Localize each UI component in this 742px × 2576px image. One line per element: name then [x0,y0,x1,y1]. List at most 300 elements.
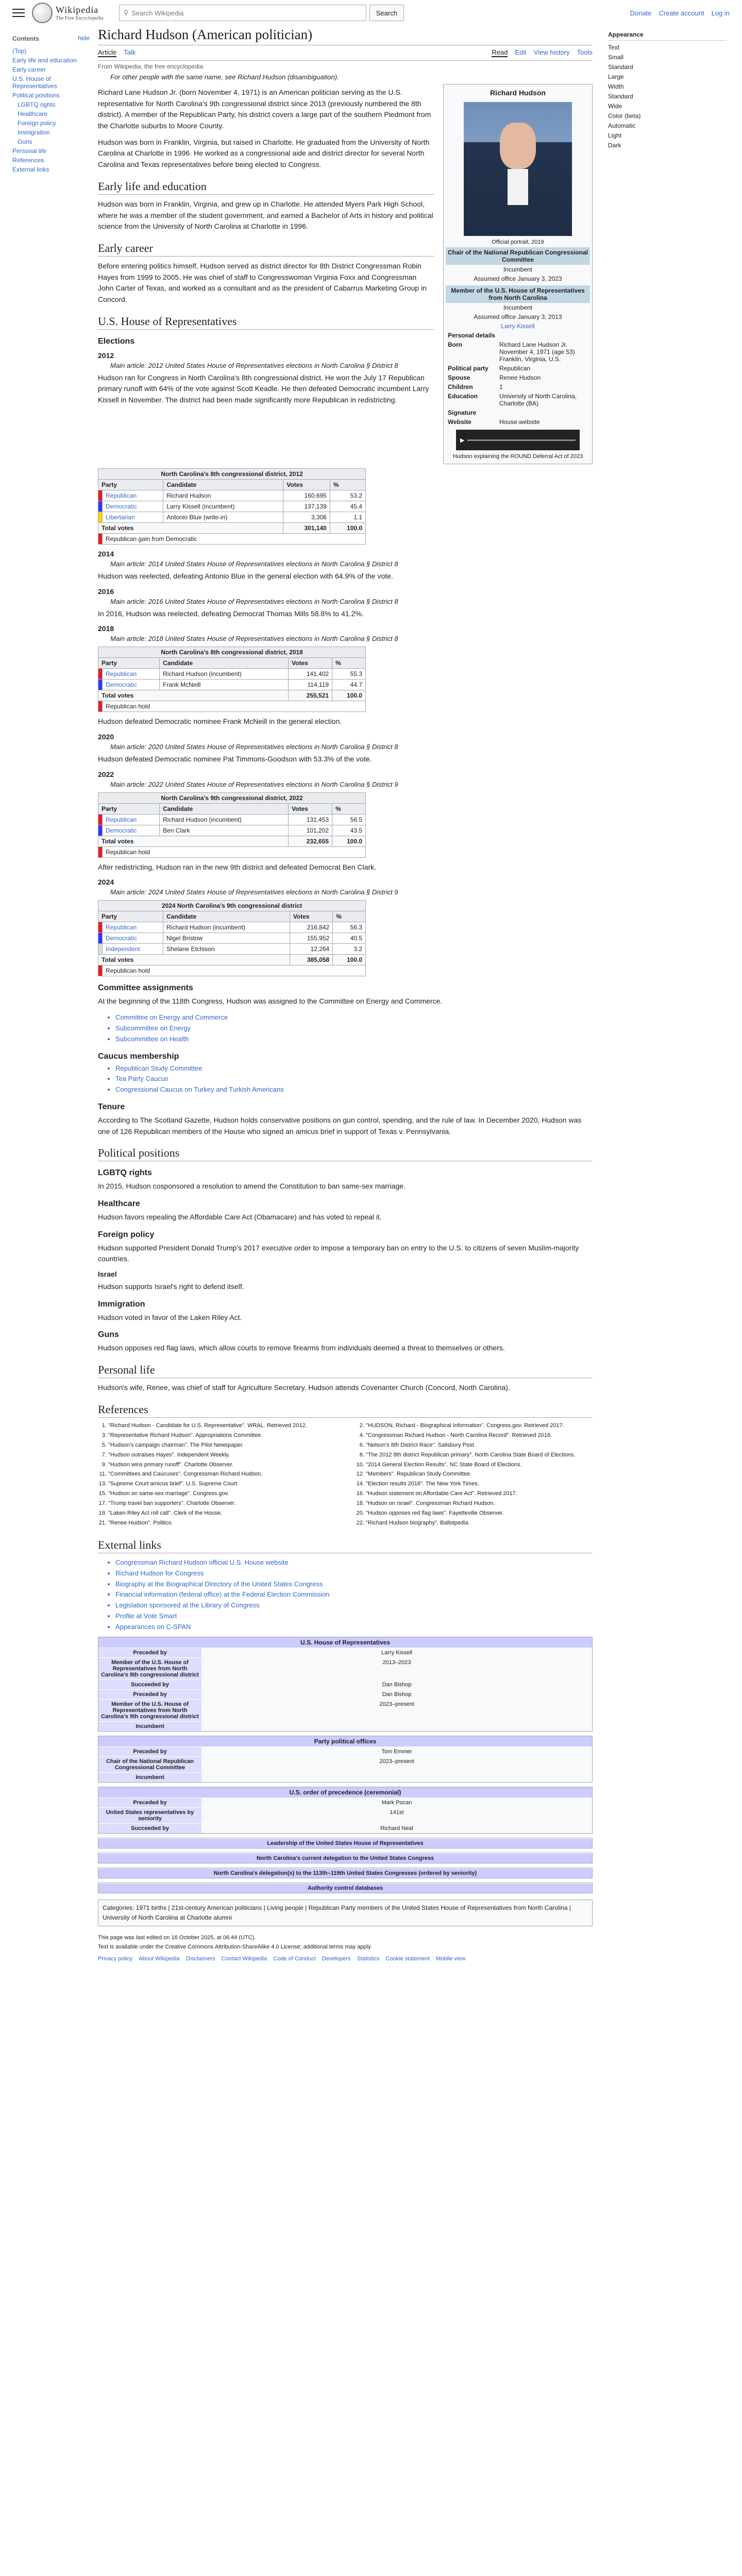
result-row [98,701,366,712]
result-swatch [98,965,103,976]
party-cell[interactable]: Independent [103,944,163,955]
main-article-link[interactable]: Main article: 2018 United States House of Representatives elections in North Carolina § District 8 [110,635,398,643]
subsection-heading: Guns [98,1330,119,1340]
subsection-heading: Caucus membership [98,1052,179,1061]
section-heading: Personal life [98,1363,593,1378]
header-links [630,9,730,17]
reference-item[interactable]: 6. "Nelson's 8th District Race". Salisbury Post. [366,1442,593,1450]
footer-link[interactable]: Code of Conduct [273,1956,316,1962]
toc-item[interactable]: U.S. House of Representatives [12,75,57,90]
result-swatch [98,846,103,857]
play-icon[interactable]: ▶ [460,437,465,444]
navbox-title[interactable]: North Carolina's current delegation to the United States Congress [98,1853,592,1863]
party-swatch [98,680,103,690]
year-heading: 2012 [98,351,114,360]
percent-cell: 44.7 [332,680,366,690]
table-row [98,825,366,836]
infobox-key: Born [448,341,462,348]
site-sub: From Wikipedia, the free encyclopedia [98,63,204,70]
tab-view-history[interactable]: View history [533,48,570,56]
toc-item[interactable]: Immigration [18,129,50,136]
succession-row [98,1648,592,1657]
column-header: Candidate [163,480,283,490]
result-text: Republican hold [103,846,366,857]
office-title[interactable]: Chair of the National Republican Congressional Committee [446,247,590,265]
party-swatch [98,490,103,501]
candidate-cell: Richard Hudson (incumbent) [160,814,289,825]
section-text: In 2016, Hudson was reelected, defeating Democrat Thomas Mills 58.8% to 41.2%. [98,609,364,618]
succession-value[interactable]: Dan Bishop [201,1680,592,1689]
succession-key: Preceded by [98,1798,201,1807]
infobox-value: Republican [499,365,531,372]
result-swatch [98,534,103,545]
reference-item[interactable]: 10. "2014 General Election Results". NC State Board of Elections. [366,1461,593,1469]
section-text: Hudson's wife, Renee, was chief of staff for Agriculture Secretary. Hudson attends Covenanter Church (Concord, North Carolina). [98,1383,510,1392]
appearance-option[interactable]: Color (beta) [608,112,641,120]
votes-cell: 216,842 [290,922,333,933]
main-article-link[interactable]: Main article: 2020 United States House of Representatives elections in North Carolina § District 8 [110,743,398,751]
reference-item[interactable]: 20. "Hudson opposes red flag laws". Fayetteville Observer. [366,1510,593,1518]
infobox-key: Personal details [448,332,496,339]
footer-link[interactable]: Contact Wikipedia [221,1956,267,1962]
appearance-option[interactable]: Automatic [608,122,636,129]
succession-key: Member of the U.S. House of Representatives from North Carolina's 8th congressional district [98,1658,201,1680]
table-row [98,490,366,501]
appearance-option[interactable]: Small [608,54,624,61]
caucus-item[interactable]: • Tea Party Caucus [115,1074,593,1084]
tab-tools[interactable]: Tools [577,48,593,56]
candidate-cell: Nigel Bristow [163,933,290,944]
reference-item[interactable]: 11. "Committees and Caucuses". Congressman Richard Hudson. [108,1470,335,1479]
reference-item[interactable]: 13. "Supreme Court amicus brief". U.S. Supreme Court. [108,1480,335,1488]
column-header: Party [98,911,163,922]
table-row [98,933,366,944]
column-header: % [332,658,366,669]
appearance-option[interactable]: Standard [608,63,633,71]
toc-hide-button[interactable]: hide [78,35,90,42]
subsection-heading: Foreign policy [98,1230,155,1239]
infobox-value: University of North Carolina, Charlotte (BA) [499,393,577,407]
toc-title: Contents [12,35,39,42]
infobox-row [446,417,590,427]
total-label: Total votes [98,836,289,846]
candidate-cell: Antonio Blue (write-in) [163,512,283,523]
column-header: % [332,803,366,814]
authority-control [98,1883,593,1893]
appearance-option[interactable]: Wide [608,103,622,110]
succession-box-title: U.S. House of Representatives [98,1637,592,1648]
external-link[interactable]: • Profile at Vote Smart [115,1611,593,1622]
year-heading: 2024 [98,878,114,887]
appearance-option[interactable]: Width [608,83,624,90]
reference-item[interactable]: 2. "HUDSON, Richard - Biographical Information". Congress.gov. Retrieved 2017. [366,1422,593,1430]
table-header-row [98,911,366,922]
party-cell[interactable]: Republican [103,490,163,501]
total-percent: 100.0 [332,690,366,701]
infobox-key: Signature [448,409,477,416]
section-heading: Early life and education [98,180,434,195]
preceded-by[interactable]: Larry Kissell [501,323,535,330]
reference-item[interactable]: 12. "Members". Republican Study Committee. [366,1470,593,1479]
election-results-table [98,468,366,545]
hatnote: For other people with the same name, see Richard Hudson (disambiguation). [110,73,339,81]
section-text: According to The Scotland Gazette, Hudson holds conservative positions on gun control, spending, and the rule of law. In December 2020, Hudson was one of 126 Republican members of the House who signed an amicus brief in support of Texas v. Pennsylvania. [98,1115,582,1136]
header-link[interactable]: Donate [630,9,652,17]
party-swatch [98,512,103,523]
year-heading: 2016 [98,587,114,596]
total-percent: 100.0 [330,523,365,534]
succession-row [98,1657,592,1680]
infobox-key: Education [448,393,478,400]
main-article-link[interactable]: Main article: 2024 United States House of Representatives elections in North Carolina § District 9 [110,888,398,896]
office-assumed: Assumed office January 3, 2023 [474,275,562,282]
succession-value[interactable] [201,1722,592,1731]
succession-row [98,1756,592,1772]
succession-row [98,1807,592,1823]
succession-value[interactable]: 2013–2023 [201,1658,592,1680]
table-header-row [98,803,366,814]
column-header: Party [98,480,163,490]
portrait-photo[interactable] [464,102,572,236]
succession-value[interactable]: Dan Bishop [201,1690,592,1699]
reference-item[interactable]: 14. "Election results 2016". The New York Times. [366,1480,593,1488]
infobox-key: Children [448,383,473,391]
year-heading: 2022 [98,770,114,778]
total-row [98,690,366,701]
committee-item[interactable]: • Committee on Energy and Commerce [115,1012,593,1023]
committee-item[interactable]: • Subcommittee on Health [115,1034,593,1045]
succession-key: Preceded by [98,1747,201,1756]
main-article-link[interactable]: Main article: 2016 United States House of Representatives elections in North Carolina § District 8 [110,597,398,605]
percent-cell: 40.5 [333,933,366,944]
table-of-contents [12,31,90,175]
subsection-heading: Immigration [98,1299,145,1309]
percent-cell: 43.5 [332,825,366,836]
infobox-value [499,409,588,416]
appearance-option[interactable]: Large [608,73,624,80]
section-text: Hudson defeated Democratic nominee Frank McNeill in the general election. [98,717,342,726]
succession-value[interactable]: Mark Pocan [201,1798,592,1807]
candidate-cell: Richard Hudson [163,490,283,501]
column-header: Party [98,658,160,669]
election-results-table [98,647,366,712]
toc-item[interactable]: Personal life [12,147,47,155]
column-header: Votes [289,803,332,814]
party-cell[interactable]: Republican [103,814,160,825]
external-link[interactable]: • Congressman Richard Hudson official U.S. House website [115,1557,593,1568]
subsection-heading: Committee assignments [98,984,193,993]
succession-value[interactable]: 141st [201,1808,592,1823]
appearance-option[interactable]: Standard [608,93,633,100]
succession-row [98,1699,592,1721]
search-input[interactable] [119,5,366,21]
footer-link[interactable]: Developers [322,1956,351,1962]
table-header-row [98,480,366,490]
reference-item[interactable]: 17. "Trump travel ban supporters". Charlotte Observer. [108,1500,335,1508]
total-votes: 255,521 [289,690,332,701]
infobox-key: Website [448,418,471,426]
column-header: % [330,480,365,490]
infobox-row [446,382,590,392]
reference-item[interactable]: 18. "Hudson on Israel". Congressman Richard Hudson. [366,1500,593,1508]
toc-item[interactable]: Guns [18,138,32,145]
external-link[interactable]: • Appearances on C-SPAN [115,1622,593,1633]
audio-caption: Hudson explaining the ROUND Deferral Act of 2023 [452,453,583,460]
infobox-key: Political party [448,365,488,372]
external-link[interactable]: • Legislation sponsored at the Library of Congress [115,1600,593,1611]
succession-value[interactable]: Larry Kissell [201,1648,592,1657]
reference-item[interactable]: 1. "Richard Hudson - Candidate for U.S. Representative". WRAL. Retrieved 2012. [108,1422,335,1430]
main-article-link[interactable]: Main article: 2014 United States House of Representatives elections in North Carolina § District 8 [110,560,398,568]
candidate-cell: Frank McNeill [160,680,289,690]
votes-cell: 155,952 [290,933,333,944]
total-row [98,836,366,846]
total-label: Total votes [98,690,289,701]
section-text: Hudson favors repealing the Affordable Care Act (Obamacare) and has voted to repeal it. [98,1212,382,1221]
footer-link[interactable]: Statistics [357,1956,380,1962]
section-text: After redistricting, Hudson ran in the new 9th district and defeated Democrat Ben Clark. [98,862,377,871]
reference-item[interactable]: 15. "Hudson on same-sex marriage". Congress.gov. [108,1490,335,1498]
candidate-cell: Richard Hudson (incumbent) [160,669,289,680]
toc-item[interactable]: Healthcare [18,110,48,117]
category-links[interactable]: Categories: 1971 births | 21st-century American politicians | Living people | Republican Party members of the United States House of Representatives from North Carolina | University of North Carolina at Charlotte alumni [98,1900,593,1926]
election-results-table [98,900,366,976]
appearance-title: Appearance [608,31,727,41]
search-placeholder: Search Wikipedia [131,9,184,17]
percent-cell: 45.4 [330,501,365,512]
party-cell[interactable]: Democratic [103,933,163,944]
column-header: Candidate [160,658,289,669]
infobox-value [499,332,588,339]
tab-article[interactable]: Article [98,48,117,56]
result-text: Republican hold [103,965,366,976]
party-cell[interactable]: Libertarian [103,512,163,523]
page-title: Richard Hudson (American politician) [98,27,593,45]
column-header: Candidate [160,803,289,814]
percent-cell: 55.3 [332,669,366,680]
reference-item[interactable]: 3. "Representative Richard Hudson". Appropriations Committee. [108,1432,335,1440]
column-header: Votes [289,658,332,669]
tab-talk[interactable]: Talk [124,48,136,56]
party-swatch [98,825,103,836]
reference-item[interactable]: 4. "Congressman Richard Hudson - North Carolina Record". Retrieved 2016. [366,1432,593,1440]
succession-box [98,1637,593,1732]
navbox-collapsed [98,1838,593,1849]
table-header-row [98,658,366,669]
succession-box [98,1787,593,1834]
succession-box-title: Party political offices [98,1736,592,1747]
navbox-title[interactable]: Leadership of the United States House of Representatives [98,1838,592,1848]
votes-cell: 3,306 [283,512,330,523]
column-header: Votes [283,480,330,490]
candidate-cell: Richard Hudson (incumbent) [163,922,290,933]
caucus-item[interactable]: • Republican Study Committee [115,1063,593,1074]
globe-icon [32,3,53,23]
reference-item[interactable]: 19. "Laken Riley Act roll call". Clerk of the House. [108,1510,335,1518]
header-link[interactable]: Create account [659,9,704,17]
result-swatch [98,701,103,712]
succession-row [98,1747,592,1756]
percent-cell: 56.5 [332,814,366,825]
infobox-value: Richard Lane Hudson Jr. November 4, 1971 (age 53) Franklin, Virginia, U.S. [499,341,575,363]
appearance-option[interactable]: Light [608,132,622,139]
search-button[interactable]: Search [369,5,404,21]
subsection-heading: Healthcare [98,1199,140,1208]
party-cell[interactable]: Democratic [103,680,160,690]
candidate-cell: Ben Clark [160,825,289,836]
party-cell[interactable]: Democratic [103,501,163,512]
party-cell[interactable]: Democratic [103,825,160,836]
toc-item[interactable]: Political positions [12,92,60,99]
succession-value[interactable]: Tom Emmer [201,1747,592,1756]
office-status: Incumbent [503,304,533,311]
toc-item[interactable]: Foreign policy [18,120,56,127]
reference-item[interactable]: 22. "Richard Hudson biography". Ballotpedia. [366,1519,593,1528]
total-votes: 301,140 [283,523,330,534]
votes-cell: 101,202 [289,825,332,836]
candidate-cell: Shelane Etchison [163,944,290,955]
lead-paragraph: Hudson was born in Franklin, Virginia, but raised in Charlotte. He graduated from the University of North Carolina at Charlotte in 1996. He worked as a congressional aide and district director for several North Carolina and Texas representatives before being elected to Congress. [98,138,430,169]
toc-item[interactable]: References [12,157,44,164]
footer-link[interactable]: Cookie statement [385,1956,430,1962]
reference-item[interactable]: 9. "Hudson wins primary runoff". Charlotte Observer. [108,1461,335,1469]
result-row [98,846,366,857]
main-menu-icon[interactable] [12,9,25,17]
section-text: At the beginning of the 118th Congress, Hudson was assigned to the Committee on Energy and Commerce. [98,997,443,1006]
total-label: Total votes [98,955,290,965]
external-link[interactable]: • Richard Hudson for Congress [115,1568,593,1579]
succession-key: Succeeded by [98,1680,201,1689]
footer-link[interactable]: About Wikipedia [139,1956,180,1962]
votes-cell: 137,139 [283,501,330,512]
toc-item[interactable]: Early life and education [12,57,77,64]
header-link[interactable]: Log in [711,9,730,17]
votes-cell: 160,695 [283,490,330,501]
navbox-collapsed [98,1853,593,1863]
infobox-key: Spouse [448,374,470,381]
succession-key: Incumbent [98,1773,201,1782]
total-row [98,523,366,534]
caucus-item[interactable]: • Congressional Caucus on Turkey and Turkish Americans [115,1084,593,1095]
footer-link[interactable]: Privacy policy [98,1956,133,1962]
appearance-option[interactable]: Text [608,44,620,51]
reference-item[interactable]: 5. "Hudson's campaign chairman". The Pilot Newspaper. [108,1442,335,1450]
subsection-heading: LGBTQ rights [98,1168,152,1178]
votes-cell: 141,402 [289,669,332,680]
election-results-table [98,792,366,858]
infobox-row [446,364,590,373]
main-article-link[interactable]: Main article: 2022 United States House of Representatives elections in North Carolina § District 9 [110,780,398,788]
toc-item[interactable]: Early career [12,66,46,73]
main-article-link[interactable]: Main article: 2012 United States House of Representatives elections in North Carolina § District 8 [110,361,398,369]
table-row [98,669,366,680]
total-label: Total votes [98,523,283,534]
succession-key: Succeeded by [98,1824,201,1833]
toc-item[interactable]: LGBTQ rights [18,101,56,108]
infobox-row [446,392,590,408]
section-text: Hudson was reelected, defeating Antonio Blue in the general election with 64.9% of the vote. [98,572,393,580]
appearance-panel [608,31,727,151]
reference-item[interactable]: 8. "The 2012 8th district Republican primary". North Carolina State Board of Elections. [366,1451,593,1460]
section-text: Hudson defeated Democratic nominee Pat Timmons-Goodson with 53.3% of the vote. [98,755,372,764]
succession-key: Chair of the National Republican Congressional Committee [98,1757,201,1772]
succession-value[interactable]: 2023–present [201,1757,592,1772]
reference-item[interactable]: 21. "Renee Hudson". Politico. [108,1519,335,1528]
footer-link[interactable]: Mobile view [436,1956,466,1962]
subsection-heading: Tenure [98,1102,125,1111]
section-text: Hudson opposes red flag laws, which allow courts to remove firearms from individuals deemed a threat to themselves or others. [98,1344,505,1352]
site-header [0,0,742,26]
wikipedia-logo[interactable] [32,3,104,23]
succession-value[interactable]: Richard Neal [201,1824,592,1833]
succession-value[interactable] [201,1773,592,1782]
succession-value[interactable]: 2023–present [201,1700,592,1721]
candidate-cell: Larry Kissell (incumbent) [163,501,283,512]
result-text: Republican hold [103,701,366,712]
footer-link[interactable]: Disclaimers [185,1956,215,1962]
succession-key: Preceded by [98,1648,201,1657]
toc-item[interactable]: External links [12,166,49,173]
succession-key: Incumbent [98,1722,201,1731]
section-text: Hudson voted in favor of the Laken Riley Act. [98,1313,242,1321]
external-link[interactable]: • Financial information (federal office) at the Federal Election Commission [115,1589,593,1600]
infobox-name: Richard Hudson [490,89,546,97]
tab-read[interactable]: Read [492,48,508,56]
column-header: % [333,911,366,922]
committee-item[interactable]: • Subcommittee on Energy [115,1023,593,1034]
subsection-heading: Israel [98,1270,117,1279]
appearance-option[interactable]: Dark [608,142,621,149]
party-swatch [98,501,103,512]
section-heading: References [98,1403,593,1418]
succession-box-title: U.S. order of precedence (ceremonial) [98,1787,592,1798]
infobox-row [446,373,590,382]
party-swatch [98,944,103,955]
section-text: Before entering politics himself, Hudson served as district director for 8th District Congressman Robin Hayes from 1999 to 2005. He was chief of staff to Congresswoman Virginia Foxx and Congressman John Carter of Texas, and worked as a consultant and as the president of Cabarrus Marketing Group in Concord. [98,261,427,303]
result-row [98,534,366,545]
table-title: North Carolina's 8th congressional district, 2018 [98,647,366,657]
navbox-title[interactable]: North Carolina's delegation(s) to the 113th–119th United States Congresses (ordered by seniority) [98,1868,592,1878]
section-heading: Political positions [98,1146,593,1161]
authority-control-title[interactable]: Authority control databases [98,1883,592,1893]
table-row [98,814,366,825]
infobox-row [446,340,590,364]
reference-item[interactable]: 7. "Hudson outraises Hayes". Independent Weekly. [108,1451,335,1460]
infobox-value: Renee Hudson [499,374,541,381]
year-heading: 2020 [98,733,114,741]
section-text: Hudson supported President Donald Trump's 2017 executive order to impose a temporary ban on entry to the U.S. to citizens of seven Muslim-majority countries. [98,1243,579,1263]
section-text: Hudson ran for Congress in North Carolina's 8th congressional district. He won the July 17 Republican primary runoff with 64% of the vote against Scott Keadle. He then defeated Democratic incumbent Larry Kissell in November. The district had been made significantly more Republican in redistricting. [98,373,429,404]
photo-caption: Official portrait, 2019 [492,239,544,245]
party-cell[interactable]: Republican [103,922,163,933]
infobox-row [446,408,590,417]
external-link[interactable]: • Biography at the Biographical Directory of the United States Congress [115,1579,593,1590]
toc-item[interactable]: (Top) [12,47,27,55]
percent-cell: 56.3 [333,922,366,933]
infobox [443,84,593,464]
reference-item[interactable]: 16. "Hudson statement on Affordable Care Act". Retrieved 2017. [366,1490,593,1498]
tab-edit[interactable]: Edit [515,48,527,56]
audio-player[interactable] [456,430,580,450]
succession-key: Preceded by [98,1690,201,1699]
succession-key: United States representatives by seniority [98,1808,201,1823]
office-title[interactable]: Member of the U.S. House of Representatives from North Carolina [446,285,590,303]
navbox-collapsed [98,1868,593,1878]
tagline: The Free Encyclopedia [56,15,104,21]
section-text: In 2015, Hudson cosponsored a resolution to amend the Constitution to ban same-sex marriage. [98,1182,406,1191]
last-edited: This page was last edited on 16 October 2025, at 06:44 (UTC). [98,1935,256,1941]
party-cell[interactable]: Republican [103,669,160,680]
